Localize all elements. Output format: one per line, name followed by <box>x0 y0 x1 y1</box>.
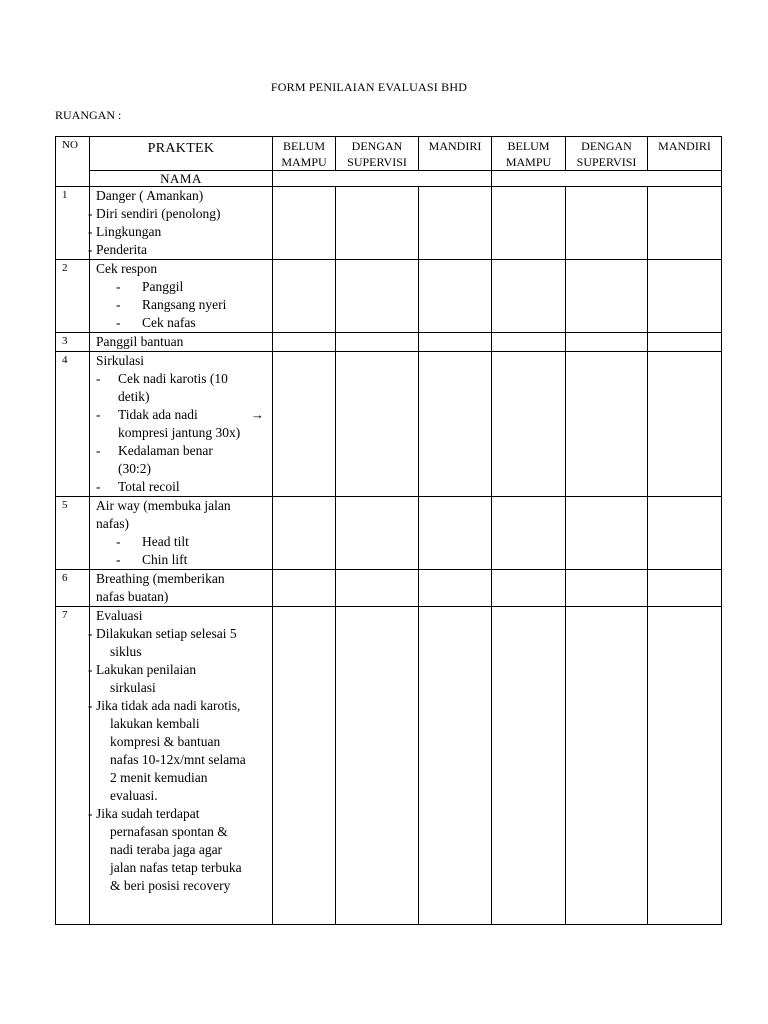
bullet-dash: - <box>88 806 93 821</box>
sub-item-text: nafas 10-12x/mnt selama <box>110 752 246 767</box>
score-cell[interactable] <box>566 607 648 925</box>
score-cell[interactable] <box>419 187 492 260</box>
table-row <box>56 260 722 333</box>
header-col-3 <box>419 137 492 171</box>
row-number: 3 <box>56 333 90 352</box>
sub-item-text: (30:2) <box>118 461 151 476</box>
practice-sub-item <box>96 370 270 406</box>
name-cell-1[interactable] <box>273 171 492 187</box>
score-cell[interactable] <box>273 260 336 333</box>
practice-title: Sirkulasi <box>96 353 145 368</box>
sub-item-text: Dilakukan setiap selesai 5 <box>96 626 237 641</box>
practice-title: Breathing (memberikan <box>96 571 225 586</box>
row-number: 1 <box>56 187 90 260</box>
score-cell[interactable] <box>273 333 336 352</box>
practice-sub-item <box>96 278 270 296</box>
header-no: NO <box>56 137 90 187</box>
sub-item-text: Penderita <box>96 242 147 257</box>
table-row <box>56 187 722 260</box>
sub-item-text: pernafasan spontan & <box>110 824 228 839</box>
header-col-6 <box>648 137 722 171</box>
practice-item <box>90 187 273 260</box>
bullet-dash: - <box>116 552 121 567</box>
sub-item-text: Head tilt <box>142 534 189 549</box>
practice-item <box>90 497 273 570</box>
practice-item <box>90 607 273 925</box>
score-cell[interactable] <box>648 607 722 925</box>
sub-item-text: Jika sudah terdapat <box>96 806 200 821</box>
score-cell[interactable] <box>566 352 648 497</box>
practice-sub-item <box>88 661 270 697</box>
score-cell[interactable] <box>336 570 419 607</box>
sub-item-text: Lingkungan <box>96 224 162 239</box>
name-cell-2[interactable] <box>492 171 722 187</box>
header-col-5-line-1: DENGAN <box>581 139 632 153</box>
bullet-dash: - <box>96 479 101 494</box>
row-number: 4 <box>56 352 90 497</box>
practice-sub-item <box>88 223 270 241</box>
bullet-dash: - <box>96 443 101 458</box>
table-row <box>56 497 722 570</box>
sub-item-text: Kedalaman benar <box>118 443 213 458</box>
practice-sub-item <box>88 625 270 661</box>
sub-item-text: 2 menit kemudian <box>110 770 208 785</box>
table-row <box>56 352 722 497</box>
score-cell[interactable] <box>648 260 722 333</box>
room-label: RUANGAN : <box>55 108 122 122</box>
bullet-dash: - <box>88 206 93 221</box>
score-cell[interactable] <box>492 260 566 333</box>
row-number: 7 <box>56 607 90 925</box>
header-col-6-line-1: MANDIRI <box>658 139 711 153</box>
practice-item <box>90 333 273 352</box>
sub-item-text: kompresi jantung 30x) <box>118 425 241 440</box>
practice-sub-item <box>96 296 270 314</box>
score-cell[interactable] <box>566 333 648 352</box>
bullet-dash: - <box>88 698 93 713</box>
sub-item-text: jalan nafas tetap terbuka <box>110 860 242 875</box>
practice-title-cont: nafas) <box>96 516 129 531</box>
row-number: 6 <box>56 570 90 607</box>
sub-item-text: lakukan kembali <box>110 716 200 731</box>
header-col-1-line-1: BELUM <box>283 139 325 153</box>
practice-sub-item <box>88 205 270 223</box>
header-col-2-line-1: DENGAN <box>351 139 403 153</box>
arrow-right-icon: → <box>251 407 264 422</box>
score-cell[interactable] <box>648 333 722 352</box>
practice-title: Danger ( Amankan) <box>96 188 204 203</box>
bullet-dash: - <box>88 662 93 677</box>
score-cell[interactable] <box>492 187 566 260</box>
sub-item-text: Cek nadi karotis (10 <box>118 371 228 386</box>
score-cell[interactable] <box>419 497 492 570</box>
practice-sub-item <box>88 697 270 805</box>
header-col-1 <box>273 137 336 171</box>
bullet-dash: - <box>88 224 93 239</box>
sub-item-text: sirkulasi <box>110 680 156 695</box>
header-col-3-line-1: MANDIRI <box>428 139 482 153</box>
bullet-dash: - <box>116 534 121 549</box>
practice-title: Evaluasi <box>96 608 143 623</box>
table-row <box>56 570 722 607</box>
bullet-dash: - <box>96 407 101 422</box>
score-cell[interactable] <box>492 570 566 607</box>
sub-item-text: Total recoil <box>118 479 180 494</box>
score-cell[interactable] <box>648 352 722 497</box>
header-row <box>56 137 722 171</box>
sub-item-text: Jika tidak ada nadi karotis, <box>96 698 241 713</box>
name-row <box>56 171 722 187</box>
score-cell[interactable] <box>566 497 648 570</box>
practice-title: Panggil bantuan <box>96 334 184 349</box>
practice-sub-item <box>96 314 270 332</box>
score-cell[interactable] <box>648 187 722 260</box>
sub-item-text: nadi teraba jaga agar <box>110 842 223 857</box>
bullet-dash: - <box>96 371 101 386</box>
header-col-5-line-2: SUPERVISI <box>576 155 637 169</box>
practice-title: Air way (membuka jalan <box>96 498 231 513</box>
score-cell[interactable] <box>492 497 566 570</box>
score-cell[interactable] <box>419 260 492 333</box>
header-col-5 <box>566 137 648 171</box>
practice-sub-item <box>96 406 270 442</box>
score-cell[interactable] <box>419 352 492 497</box>
score-cell[interactable] <box>648 497 722 570</box>
header-col-4-line-1: BELUM <box>507 139 550 153</box>
score-cell[interactable] <box>273 570 336 607</box>
score-cell[interactable] <box>273 352 336 497</box>
bullet-dash: - <box>116 315 121 330</box>
sub-item-text: detik) <box>118 389 150 404</box>
score-cell[interactable] <box>336 187 419 260</box>
score-cell[interactable] <box>336 497 419 570</box>
sub-item-text: Diri sendiri (penolong) <box>96 206 221 221</box>
score-cell[interactable] <box>492 607 566 925</box>
sub-item-text: Lakukan penilaian <box>96 662 197 677</box>
score-cell[interactable] <box>273 607 336 925</box>
practice-item <box>90 352 273 497</box>
evaluation-table <box>55 136 722 925</box>
sub-item-text: siklus <box>110 644 142 659</box>
sub-item-text: & beri posisi recovery <box>110 878 231 893</box>
sub-item-text: kompresi & bantuan <box>110 734 221 749</box>
score-cell[interactable] <box>648 570 722 607</box>
practice-sub-item <box>88 805 270 895</box>
bullet-dash: - <box>88 626 93 641</box>
score-cell[interactable] <box>273 497 336 570</box>
score-cell[interactable] <box>419 333 492 352</box>
sub-item-text: Tidak ada nadi <box>118 407 198 422</box>
table-row <box>56 333 722 352</box>
bullet-dash: - <box>116 297 121 312</box>
score-cell[interactable] <box>336 352 419 497</box>
header-praktek: PRAKTEK <box>90 137 273 171</box>
header-col-2-line-2: SUPERVISI <box>347 155 407 169</box>
row-number: 5 <box>56 497 90 570</box>
sub-item-text: Rangsang nyeri <box>142 297 227 312</box>
practice-sub-item <box>96 533 270 551</box>
bullet-dash: - <box>88 242 93 257</box>
score-cell[interactable] <box>492 352 566 497</box>
header-col-1-line-2: MAMPU <box>281 155 327 169</box>
practice-sub-item <box>88 241 270 259</box>
bullet-dash: - <box>116 279 121 294</box>
form-title: FORM PENILAIAN EVALUASI BHD <box>270 80 468 94</box>
score-cell[interactable] <box>419 570 492 607</box>
score-cell[interactable] <box>336 607 419 925</box>
practice-title: Cek respon <box>96 261 158 276</box>
practice-title-cont: nafas buatan) <box>96 589 169 604</box>
score-cell[interactable] <box>566 187 648 260</box>
practice-sub-item <box>96 478 270 496</box>
sub-item-text: Panggil <box>142 279 184 294</box>
header-col-2 <box>336 137 419 171</box>
score-cell[interactable] <box>492 333 566 352</box>
practice-sub-item <box>96 442 270 478</box>
score-cell[interactable] <box>336 260 419 333</box>
table-row <box>56 607 722 925</box>
practice-item <box>90 570 273 607</box>
practice-sub-item <box>96 551 270 569</box>
score-cell[interactable] <box>566 260 648 333</box>
score-cell[interactable] <box>566 570 648 607</box>
row-number: 2 <box>56 260 90 333</box>
header-nama: NAMA <box>90 171 273 187</box>
sub-item-text: evaluasi. <box>110 788 158 803</box>
score-cell[interactable] <box>336 333 419 352</box>
practice-item <box>90 260 273 333</box>
score-cell[interactable] <box>273 187 336 260</box>
score-cell[interactable] <box>419 607 492 925</box>
header-col-4 <box>492 137 566 171</box>
sub-item-text: Cek nafas <box>142 315 196 330</box>
header-col-4-line-2: MAMPU <box>505 155 552 169</box>
sub-item-text: Chin lift <box>142 552 188 567</box>
